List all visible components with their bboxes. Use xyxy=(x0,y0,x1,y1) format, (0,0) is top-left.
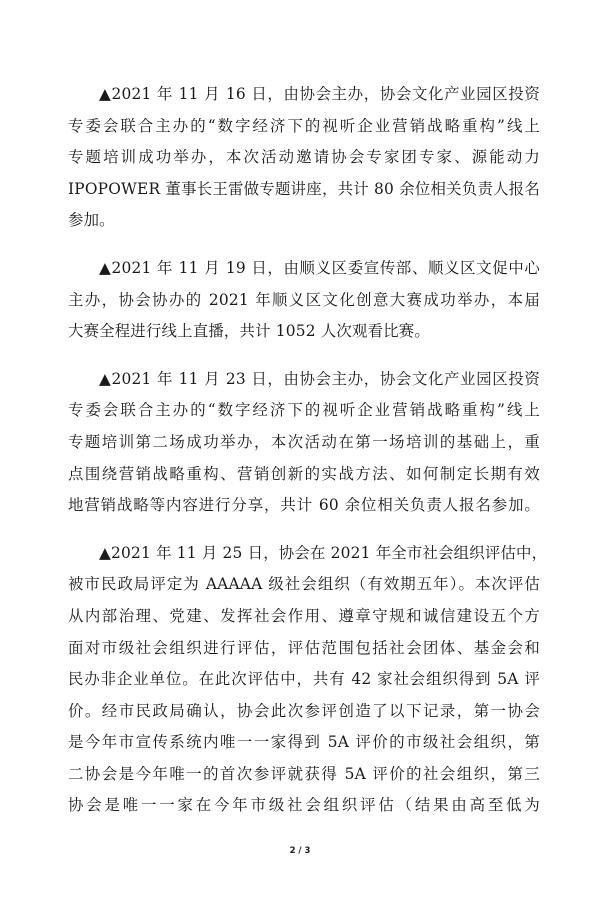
text-line: 价。经市民政局确认，协会此次参评创造了以下记录，第一协会 xyxy=(68,701,540,720)
text-line: 专委会联合主办的“数字经济下的视听企业营销战略重构”线上 xyxy=(68,116,540,135)
text-line: 二协会是今年唯一的首次参评就获得 5A 评价的社会组织，第三 xyxy=(68,764,540,783)
text-line: 专题培训第二场成功举办，本次活动在第一场培训的基础上，重 xyxy=(68,432,540,451)
paragraph-nov19 xyxy=(68,253,540,348)
text-line: 主办，协会协办的 2021 年顺义区文化创意大赛成功举办，本届 xyxy=(68,290,540,309)
text-line: 专题培训成功举办，本次活动邀请协会专家团专家、源能动力 xyxy=(68,148,540,167)
text-line: ▲2021 年 11 月 23 日，由协会主办，协会文化产业园区投资 xyxy=(99,369,540,388)
paragraph-gap xyxy=(68,348,540,364)
page-number: 2 / 3 xyxy=(289,846,311,856)
text-line: ▲2021 年 11 月 16 日，由协会主办，协会文化产业园区投资 xyxy=(99,85,540,103)
text-line: IPOPOWER 董事长王雷做专题讲座，共计 80 余位相关负责人报名 xyxy=(68,179,540,198)
paragraph-nov23 xyxy=(68,364,540,522)
text-line: 被市民政局评定为 AAAAA 级社会组织（有效期五年）。本次评估 xyxy=(68,575,540,594)
paragraph-nov25 xyxy=(68,538,548,822)
text-line: 面对市级社会组织进行评估，评估范围包括社会团体、基金会和 xyxy=(68,638,540,657)
text-line: 大赛全程进行线上直播，共计 1052 人次观看比赛。 xyxy=(68,322,430,341)
text-line: 民办非企业单位。在此次评估中，共有 42 家社会组织得到 5A 评 xyxy=(68,670,540,689)
text-line: 地营销战略等内容进行分享，共计 60 余位相关负责人报名参加。 xyxy=(68,496,540,515)
paragraph-gap xyxy=(68,237,540,253)
text-line: 是今年市宣传系统内唯一一家得到 5A 评价的市级社会组织，第 xyxy=(68,733,540,752)
text-line: 点围绕营销战略重构、营销创新的实战方法、如何制定长期有效 xyxy=(68,464,540,483)
text-line: ▲2021 年 11 月 19 日，由顺义区委宣传部、顺义区文促中心 xyxy=(99,258,540,277)
document-body xyxy=(68,79,548,822)
text-line: 专委会联合主办的“数字经济下的视听企业营销战略重构”线上 xyxy=(68,401,540,420)
text-line: 参加。 xyxy=(68,211,115,230)
text-line: ▲2021 年 11 月 25 日，协会在 2021 年全市社会组织评估中， xyxy=(99,543,548,562)
paragraph-gap xyxy=(68,522,540,538)
text-line: 协会是唯一一家在今年市级社会组织评估（结果由高至低为 xyxy=(68,796,540,815)
text-line: 从内部治理、党建、发挥社会作用、遵章守规和诚信建设五个方 xyxy=(68,606,540,625)
paragraph-nov16 xyxy=(68,79,540,237)
